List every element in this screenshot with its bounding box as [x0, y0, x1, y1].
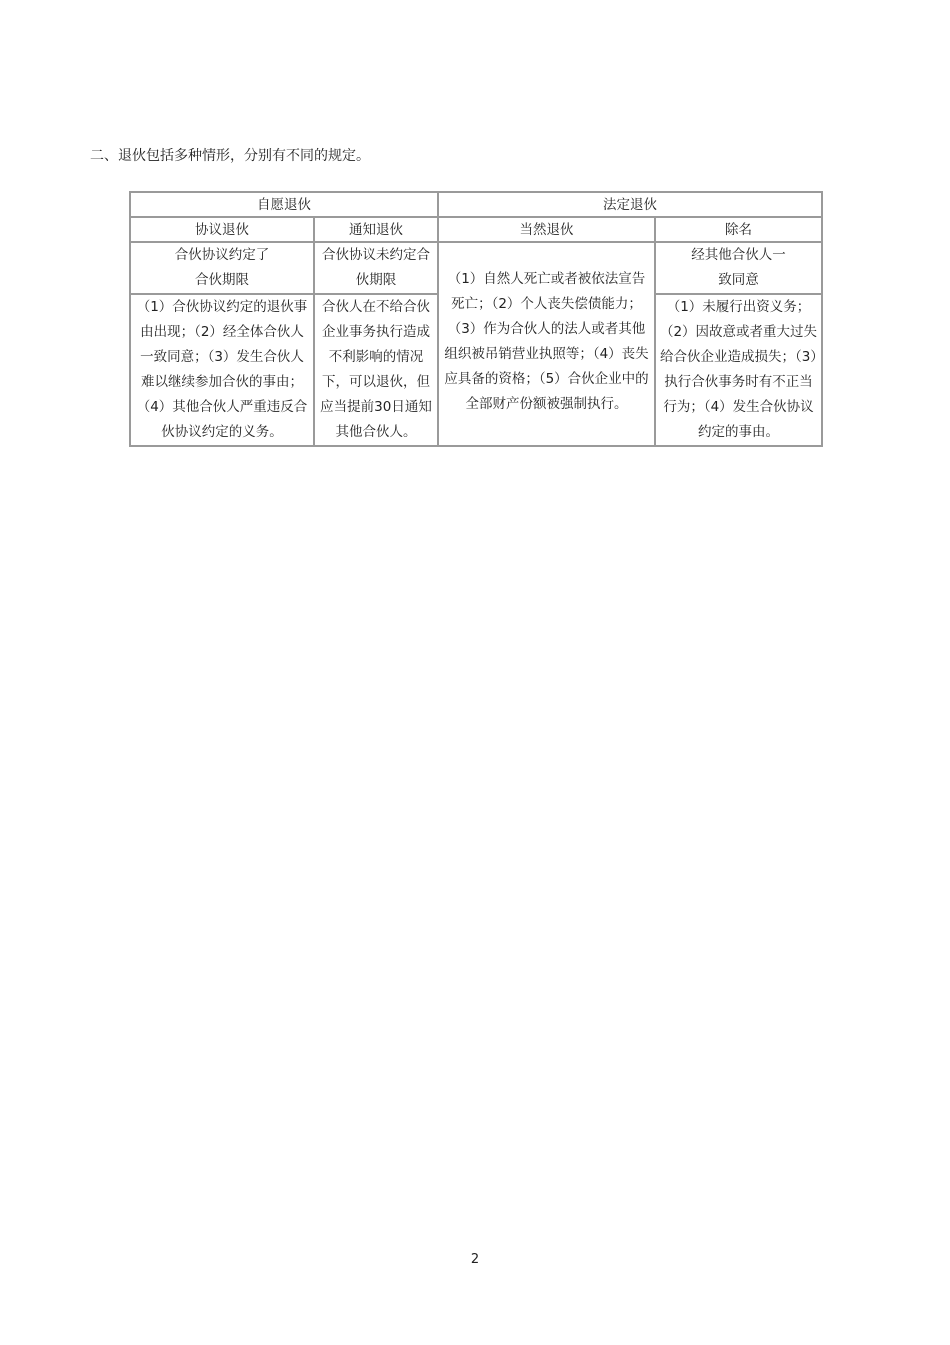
condition-row [130, 242, 822, 294]
header-statutory-withdrawal: 法定退伙 [438, 192, 822, 217]
agreement-withdrawal-details-cell [130, 294, 314, 446]
condition-expulsion-text: 经其他合伙人一致同意 [691, 247, 786, 288]
notice-withdrawal-details-cell [314, 294, 438, 446]
agreement-withdrawal-details-text: （1）合伙协议约定的退伙事由出现；（2）经全体合伙人一致同意；（3）发生合伙人难以继续参加合伙的事由；（4）其他合伙人严重违反合伙协议约定的义务。 [136, 299, 308, 440]
header-notice-withdrawal: 通知退伙 [314, 217, 438, 242]
notice-withdrawal-details-text: 合伙人在不给合伙企业事务执行造成不利影响的情况下，可以退伙，但应当提前30日通知其他合伙人。 [320, 299, 432, 440]
automatic-withdrawal-details-cell [438, 242, 655, 446]
condition-expulsion-cell [655, 242, 822, 294]
withdrawal-rules-table [129, 191, 823, 447]
header-agreement-withdrawal: 协议退伙 [130, 217, 314, 242]
automatic-withdrawal-details-text: （1）自然人死亡或者被依法宣告死亡；（2）个人丧失偿债能力；（3）作为合伙人的法人或者其他组织被吊销营业执照等；（4）丧失应具备的资格；（5）合伙企业中的全部财产份额被强制执行。 [444, 271, 649, 412]
header-expulsion: 除名 [655, 217, 822, 242]
expulsion-details-cell [655, 294, 822, 446]
header-automatic-withdrawal: 当然退伙 [438, 217, 655, 242]
page-number: 2 [470, 1252, 480, 1267]
condition-agreement-text: 合伙协议约定了合伙期限 [174, 247, 270, 288]
condition-notice-text: 合伙协议未约定合伙期限 [322, 247, 430, 288]
expulsion-details-text: （1）未履行出资义务；（2）因故意或者重大过失给合伙企业造成损失；（3）执行合伙事务时有不正当行为；（4）发生合伙协议约定的事由。 [659, 299, 818, 440]
sub-header-row [130, 217, 822, 242]
group-header-row [130, 192, 822, 217]
condition-agreement-cell [130, 242, 314, 294]
header-voluntary-withdrawal: 自愿退伙 [130, 192, 438, 217]
condition-notice-cell [314, 242, 438, 294]
section-heading: 二、退伙包括多种情形，分别有不同的规定。 [90, 148, 370, 164]
